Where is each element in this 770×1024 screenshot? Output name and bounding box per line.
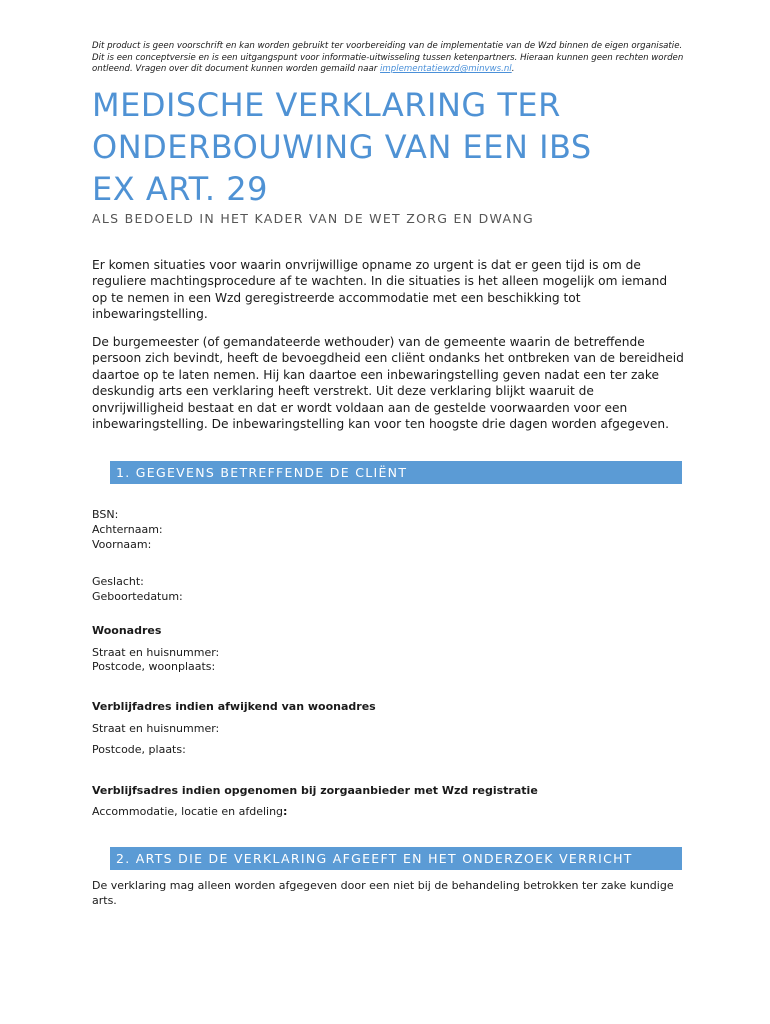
geboortedatum-label: Geboortedatum: xyxy=(92,590,183,603)
title-line-3: EX ART. 29 xyxy=(92,170,268,208)
woon-straat-label: Straat en huisnummer: xyxy=(92,646,220,659)
achternaam-label: Achternaam: xyxy=(92,523,163,536)
intro-paragraph-1: Er komen situaties voor waarin onvrijwillige opname zo urgent is dat er geen tijd is om de reguliere machtingsprocedure af te wachten. In die situaties is het alleen mogelijk om iemand op te nemen in een Wzd geregistreerde accommodatie met een beschikking tot inbewaringstelling. xyxy=(92,258,668,322)
section-2-text: De verklaring mag alleen worden afgegeven door een niet bij de behandeling betrokken ter zake kundige arts. xyxy=(92,879,674,907)
woonadres-heading: Woonadres xyxy=(92,624,162,637)
voornaam-label: Voornaam: xyxy=(92,538,152,551)
verblijf-postcode-label: Postcode, plaats: xyxy=(92,743,186,756)
disclaimer xyxy=(92,41,684,76)
document-subtitle: ALS BEDOELD IN HET KADER VAN DE WET ZORG EN DWANG xyxy=(92,211,534,226)
section-1-header: 1. GEGEVENS BETREFFENDE DE CLIËNT xyxy=(110,461,682,484)
disclaimer-email-link[interactable]: implementatiewzd@minvws.nl xyxy=(380,64,512,74)
bsn-label: BSN: xyxy=(92,508,119,521)
opgenomen-heading: Verblijfsadres indien opgenomen bij zorgaanbieder met Wzd registratie xyxy=(92,784,538,797)
accommodatie-text: Accommodatie, locatie en afdeling xyxy=(92,805,284,818)
section-2-header: 2. ARTS DIE DE VERKLARING AFGEEFT EN HET ONDERZOEK VERRICHT xyxy=(110,847,682,870)
title-line-1: MEDISCHE VERKLARING TER xyxy=(92,86,561,124)
intro-paragraph-2: De burgemeester (of gemandateerde wethouder) van de gemeente waarin de betreffende persoon zich bevindt, heeft de bevoegdheid een cliënt ondanks het ontbreken van de bereidheid daartoe op te laten nemen. Hij kan daartoe een inbewaringstelling geven nadat een ter zake deskundig arts een verklaring heeft verstrekt. Uit deze verklaring blijkt waaruit de onvrijwilligheid bestaat en dat er wordt voldaan aan de gestelde voorwaarden voor een inbewaringstelling. De inbewaringstelling kan voor ten hoogste drie dagen worden afgegeven. xyxy=(92,335,684,432)
title-line-2: ONDERBOUWING VAN EEN IBS xyxy=(92,128,592,166)
verblijfadres-heading: Verblijfadres indien afwijkend van woonadres xyxy=(92,700,376,713)
woon-postcode-label: Postcode, woonplaats: xyxy=(92,660,216,673)
disclaimer-text: Dit product is geen voorschrift en kan worden gebruikt ter voorbereiding van de implementatie van de Wzd binnen de eigen organisatie. Dit is een conceptversie en is een uitgangspunt voor informatie-uitwisseling tussen ketenpartners. Hieraan kunnen geen rechten worden ontleend. Vragen over dit document kunnen worden gemaild naar xyxy=(92,41,684,74)
accommodatie-colon: : xyxy=(283,805,288,818)
disclaimer-end: . xyxy=(511,64,515,74)
geslacht-label: Geslacht: xyxy=(92,575,144,588)
document-title xyxy=(92,84,692,210)
verblijf-straat-label: Straat en huisnummer: xyxy=(92,722,220,735)
accommodatie-label xyxy=(92,804,287,819)
